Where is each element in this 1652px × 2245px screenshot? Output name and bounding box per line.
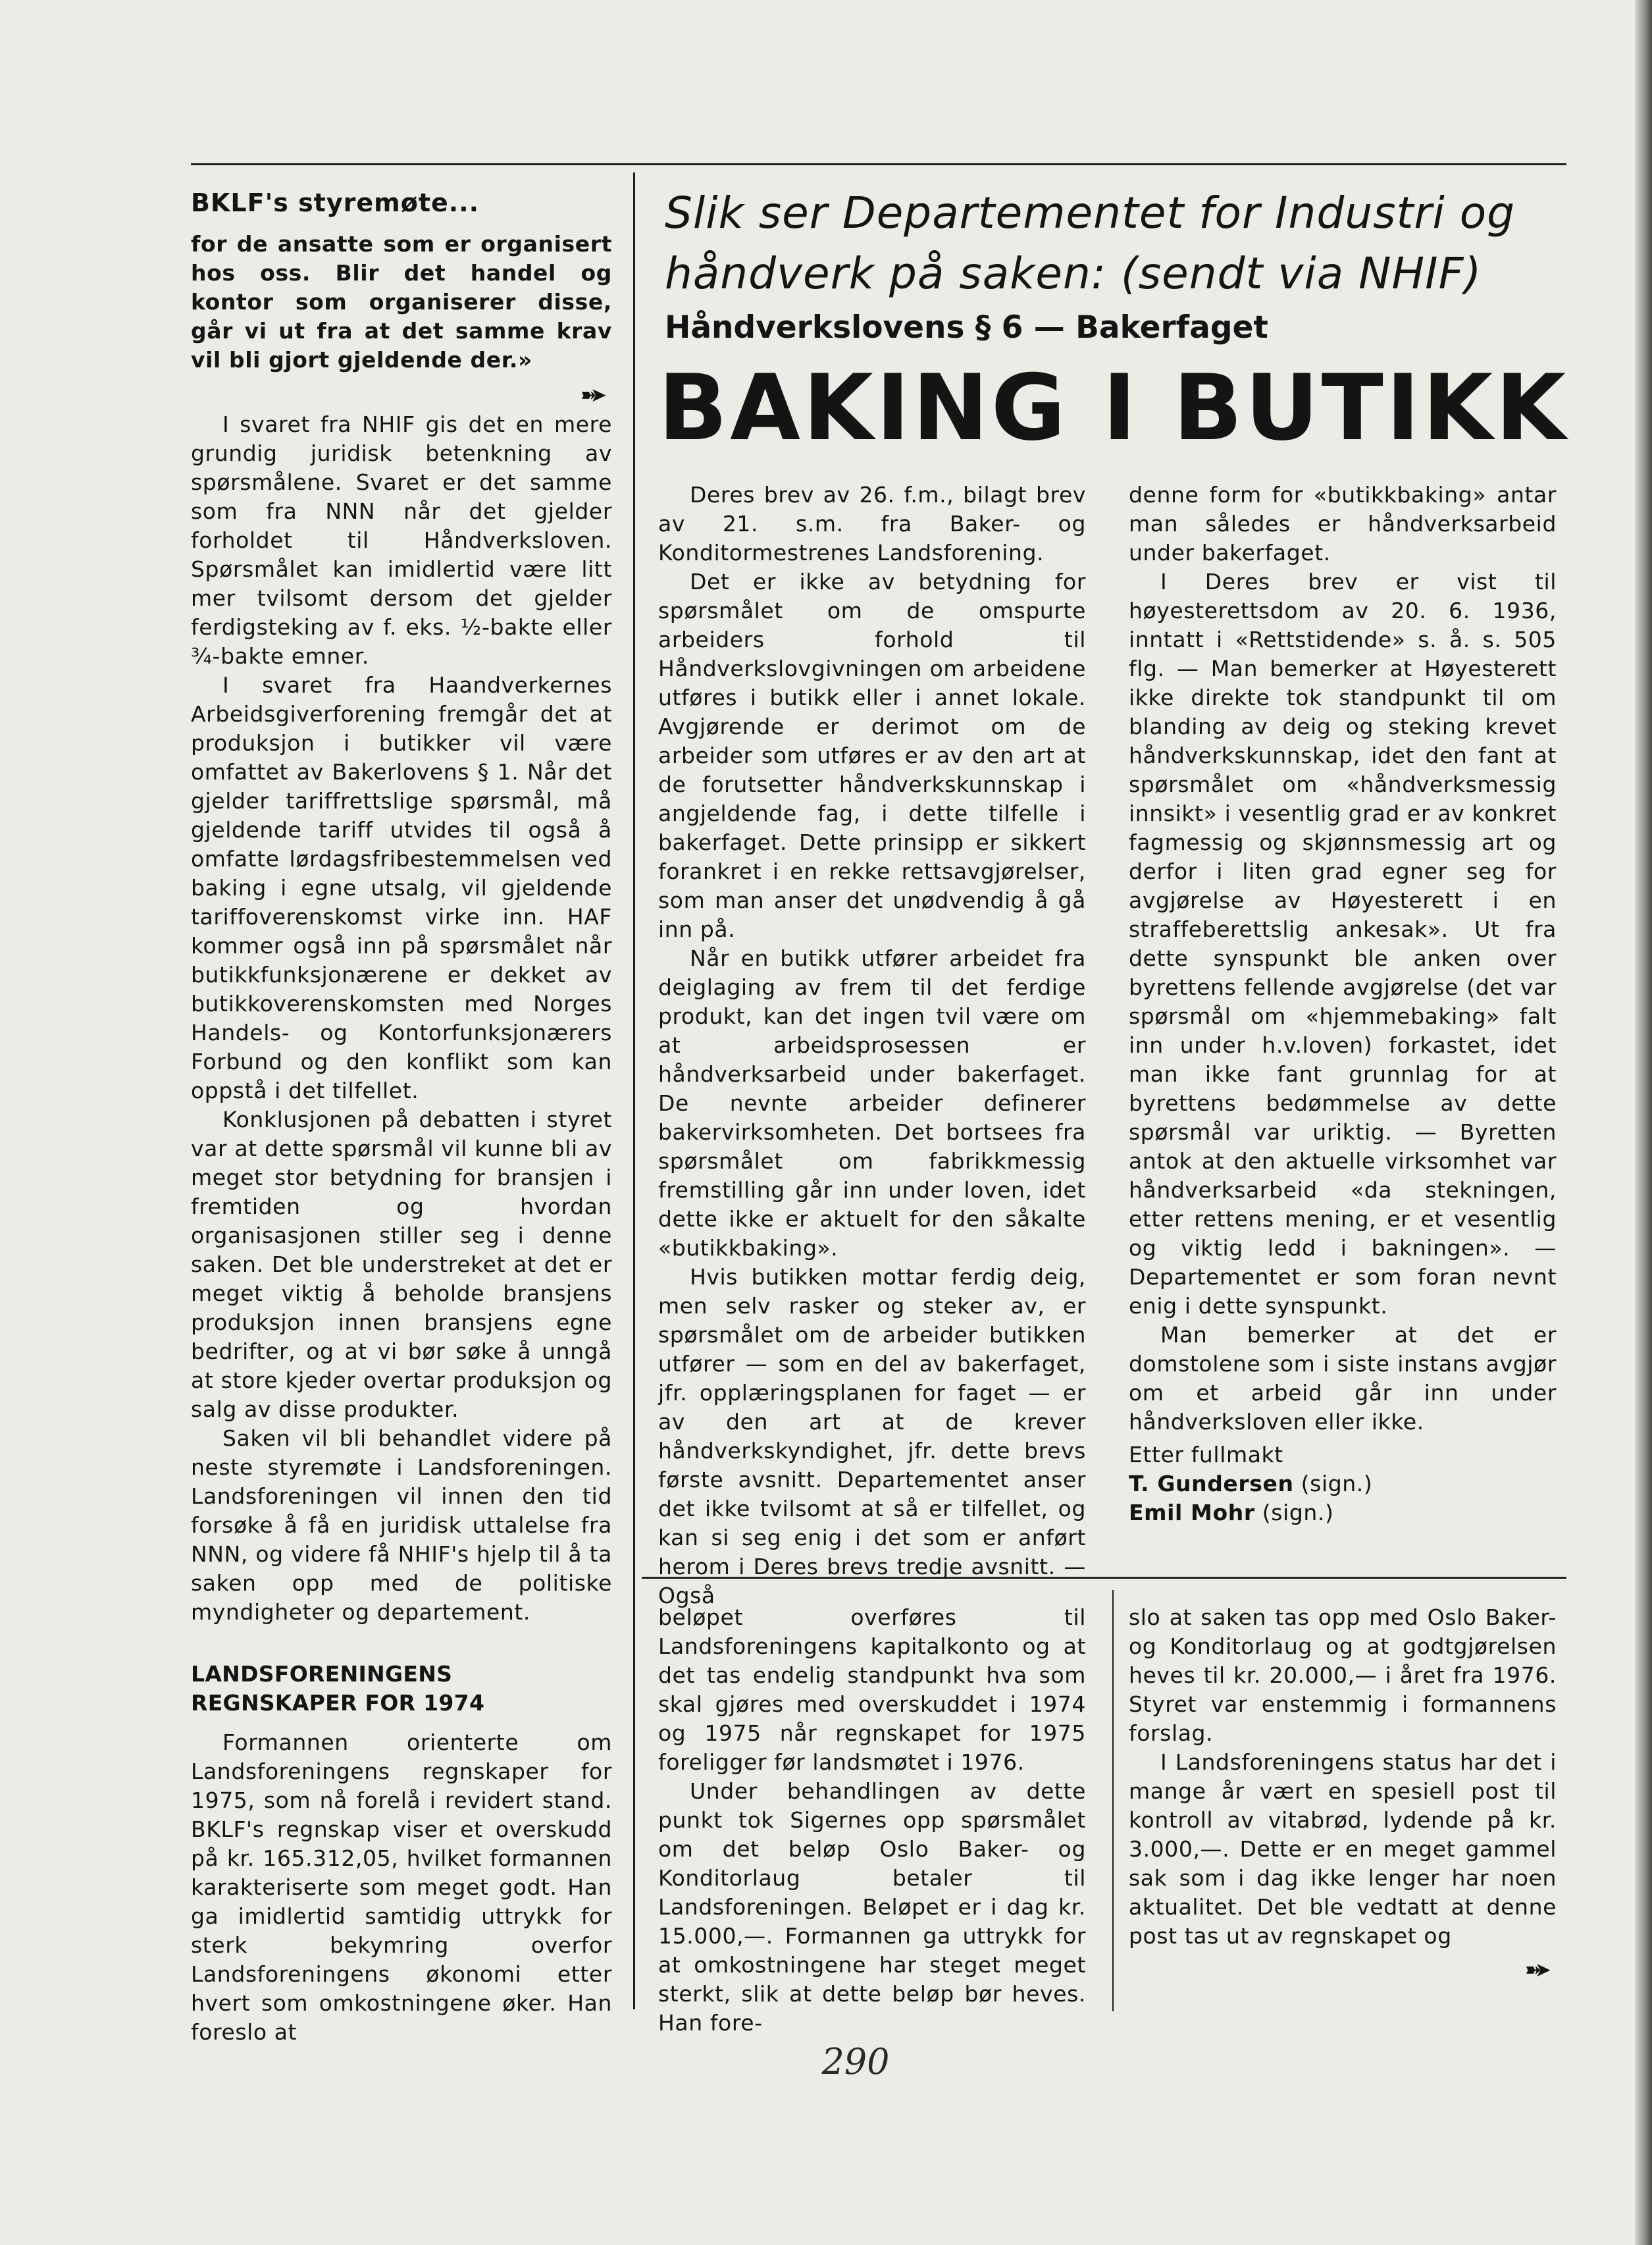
signature-line-2 (1129, 1498, 1557, 1527)
article-paragraph-2: Det er ikke av betydning for spørsmålet om de omspurte arbeiders forhold til Håndverkslovgivningen om arbeidene utføres i butikk eller i annet lokale. Avgjørende er derimot om de arbeider som utføres er av den art at de forutsetter håndverkskunnskap i angjeldende fag, i dette tilfelle i bakerfaget. Dette prinsipp er sikkert forankret i en rekke rettsavgjørelser, som man anser det unødvendig å gå inn på. (658, 569, 1086, 942)
signature-line-1 (1129, 1469, 1557, 1498)
left-section-paragraph: Formannen orienterte om Landsforeningens regnskaper for 1975, som nå forelå i revidert stand. BKLF's regnskap viser et overskudd på kr. 165.312,05, hvilket formannen karakteriserte som meget godt. Han ga imidlertid samtidig uttrykk for sterk bekymring overfor Landsforeningens økonomi etter hvert som omkostningene øker. Han foreslo at (191, 1730, 612, 2045)
signer-2-name: Emil Mohr (1129, 1500, 1255, 1525)
article-title: BAKING I BUTIKK (658, 355, 1569, 461)
left-paragraph-4: Saken vil bli behandlet videre på neste styremøte i Landsforeningen. Landsforeningen vil innen den tid forsøke å få en juridisk uttalelse fra NNN, og videre få NHIF's hjelp til å ta saken opp med de politiske myndigheter og departement. (191, 1425, 612, 1625)
section-heading-regnskaper: LANDSFORENINGENS REGNSKAPER FOR 1974 (191, 1661, 485, 1716)
signer-1-suffix: (sign.) (1293, 1471, 1373, 1496)
bottom-right-column (1129, 1603, 1557, 1984)
left-paragraph-3: Konklusjonen på debatten i styret var at dette spørsmål vil kunne bli av meget stor betydning for bransjen i fremtiden og hvordan organisasjonen stiller seg i denne saken. Det ble understreket at det er meget viktig å beholde bransjens produksjon innen bransjens egne bedrifter, og at vi bør søke å unngå at store kjeder overtar produksjon og salg av disse produkter. (191, 1107, 612, 1422)
article-right-paragraph-3: Man bemerker at det er domstolene som i siste instans avgjør om et arbeid går inn under håndverksloven eller ikke. (1129, 1322, 1557, 1435)
top-rule (191, 163, 1566, 165)
bottom-middle-column (658, 1603, 1086, 2038)
column-divider (633, 172, 635, 2009)
article-paragraph-3: Når en butikk utfører arbeidet fra deiglaging av frem til det ferdige produkt, kan det ingen tvil være om at arbeidsprosessen er håndverksarbeid under bakerfaget. De nevnte arbeider definerer bakervirksomheten. Det bortsees fra spørsmålet om fabrikkmessig fremstilling går inn under loven, idet dette ikke er aktuelt for den såkalte «butikkbaking». (658, 945, 1086, 1261)
bottom-column-divider (1112, 1590, 1114, 2011)
article-paragraph-4: Hvis butikken mottar ferdig deig, men selv rasker og steker av, er spørsmålet om de arbeider butikken utfører — som en del av bakerfaget, jfr. opplæringsplanen for faget — er av den art at de krever håndverkskyndighet, jfr. dette brevs første avsnitt. Departementet anser det ikke tvilsomt at så er tilfellet, og kan si seg enig i det som er anført herom i Deres brevs tredje avsnitt. — Også (658, 1264, 1086, 1608)
article-paragraph-1: Deres brev av 26. f.m., bilagt brev av 21. s.m. fra Baker- og Konditormestrenes Landsforening. (658, 482, 1086, 566)
article-right-paragraph-2: I Deres brev er vist til høyesterettsdom av 20. 6. 1936, inntatt i «Rettstidende» s. å. s. 505 flg. — Man bemerker at Høyesterett ikke direkte tok standpunkt til om blanding av deig og steking krevet håndverkskunnskap, idet den fant at spørsmålet om «håndverksmessig innsikt» i vesentlig grad er av konkret fagmessig og skjønnsmessig art og derfor i liten grad egner seg for avgjørelse av Høyesterett i en straffeberettslig ankesak». Ut fra dette synspunkt ble anken over byrettens fellende avgjørelse (det var spørsmål om «hjemmebaking» falt inn under h.v.loven) forkastet, idet man ikke fant grunnlag for at byrettens bedømmelse av dette spørsmål var uriktig. — Byretten antok at den aktuelle virksomhet var håndverksarbeid «da stekningen, etter rettens mening, er et vesentlig og viktig ledd i bakningen». — Departementet er som foran nevnt enig i dette synspunkt. (1129, 569, 1557, 1319)
continue-arrow-icon: ➽➤ (580, 384, 600, 407)
continue-arrow-icon-bottom: ➽➤ (1524, 1959, 1545, 1982)
left-paragraph-2: I svaret fra Haandverkernes Arbeidsgiverforening fremgår det at produksjon i butikker vil være omfattet av Bakerlovens § 1. Når det gjelder tariffrettslige spørsmål, må gjeldende tariff utvides til også å omfatte lørdagsfribestemmelsen ved baking i egne utsalg, vil gjeldende tariffoverenskomst virke inn. HAF kommer også inn på spørsmålet når butikkfunksjonærene er dekket av butikkoverenskomsten med Norges Handels- og Kontorfunksjonærers Forbund og den konflikt som kan oppstå i det tilfellet. (191, 672, 612, 1103)
law-reference: Håndverkslovens § 6 — Bakerfaget (665, 309, 1268, 346)
article-right-paragraph-1: denne form for «butikkbaking» antar man således er håndverksarbeid under bakerfaget. (1129, 482, 1557, 566)
page-edge-shadow (1635, 0, 1652, 2245)
left-paragraph-1: I svaret fra NHIF gis det en mere grundig juridisk betenkning av spørsmålene. Svaret er det samme som fra NNN når det gjelder forholdet til Håndverksloven. Spørsmålet kan imidlertid være litt mer tvilsomt dersom det gjelder ferdigsteking av f. eks. ½-bakte eller ¾-bakte emner. (191, 411, 612, 669)
left-column-title: BKLF's styremøte... (191, 188, 480, 217)
article-right-column (1129, 481, 1557, 1527)
bottom-middle-paragraph-1: beløpet overføres til Landsforeningens kapitalkonto og at det tas endelig standpunkt hva som skal gjøres med overskuddet i 1974 og 1975 når regnskapet for 1975 foreligger før landsmøtet i 1976. (658, 1604, 1086, 1775)
left-column-intro: for de ansatte som er organisert hos oss. Blir det handel og kontor som organiserer disse, går vi ut fra at det samme krav vil bli gjort gjeldende der.» (191, 231, 612, 373)
signer-2-suffix: (sign.) (1254, 1500, 1334, 1525)
bottom-right-paragraph-1: slo at saken tas opp med Oslo Baker- og Konditorlaug og at godtgjørelsen heves til kr. 20.000,— i året fra 1976. Styret var enstemmig i formannens forslag. (1129, 1604, 1557, 1746)
left-column (191, 188, 612, 2047)
department-header: Slik ser Departementet for Industri og håndverk på saken: (sendt via NHIF) (665, 188, 1516, 299)
signature-intro: Etter fullmakt (1129, 1442, 1283, 1467)
page-number: 290 (821, 2041, 890, 2082)
bottom-middle-paragraph-2: Under behandlingen av dette punkt tok Sigernes opp spørsmålet om det beløp Oslo Baker- og Konditorlaug betaler til Landsforeningen. Beløpet er i dag kr. 15.000,—. Formannen ga uttrykk for at omkostningene har steget meget sterkt, slik at dette beløp bør heves. Han fore- (658, 1778, 1086, 2036)
signer-1-name: T. Gundersen (1129, 1471, 1294, 1496)
article-middle-column (658, 481, 1086, 1610)
bottom-right-paragraph-2: I Landsforeningens status har det i mange år vært en spesiell post til kontroll av vitabrød, lydende på kr. 3.000,—. Dette er en meget gammel sak som i dag ikke lenger har noen aktualitet. Det ble vedtatt at denne post tas ut av regnskapet og (1129, 1749, 1557, 1949)
